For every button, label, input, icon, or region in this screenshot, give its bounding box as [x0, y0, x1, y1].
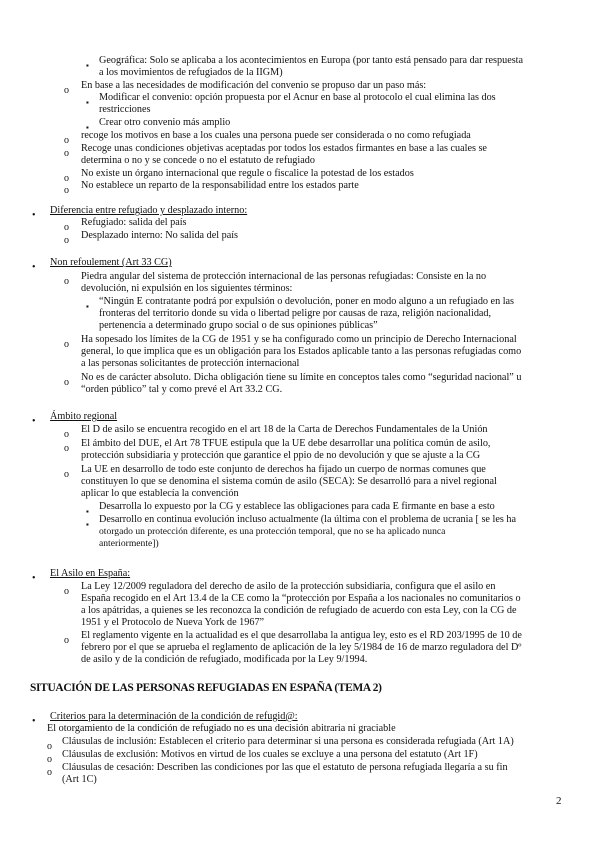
text-line: 1951 y el Protocolo de Nueva York de 1967” — [81, 617, 265, 628]
text-line: a las personas solicitantes de protección internacional — [81, 358, 300, 369]
text-line: Desarrolla lo expuesto por la CG y establece las obligaciones para cada E firmante en base a esto — [99, 501, 495, 512]
disc-bullet-icon: • — [32, 416, 36, 427]
text-line: El reglamento vigente en la actualidad es el que desarrollaba la antigua ley, esto es el RD 203/1995 de 10 de — [81, 630, 522, 641]
text-line: Modificar el convenio: opción propuesta por el Acnur en base al protocolo el cual elimina las dos — [99, 92, 496, 103]
circle-bullet-icon: o — [64, 586, 69, 597]
text-line: determina o no y se concede o no el estatuto de refugiado — [81, 155, 315, 166]
square-bullet-icon: ▪ — [86, 302, 89, 311]
circle-bullet-icon: o — [64, 377, 69, 388]
page-number: 2 — [556, 795, 562, 807]
text-line: En base a las necesidades de modificación del convenio se propuso dar un paso más: — [81, 80, 427, 91]
text-line: (Art 1C) — [62, 774, 97, 785]
circle-bullet-icon: o — [64, 429, 69, 440]
text-line: Ámbito regional — [50, 411, 118, 422]
text-line: a los movimientos de refugiados de la IIGM) — [99, 67, 283, 78]
section-heading: SITUACIÓN DE LAS PERSONAS REFUGIADAS EN ESPAÑA (TEMA 2) — [30, 682, 382, 694]
text-line: Ha sopesado los límites de la CG de 1951 y se ha configurado como un principio de Derecho Internacional — [81, 334, 517, 345]
text-line: febrero por el que se aprueba el reglamento de aplicación de la ley 5/1984 de 16 de marzo reguladora del Dº — [81, 642, 522, 653]
circle-bullet-icon: o — [47, 767, 52, 778]
text-line: El Asilo en España: — [50, 568, 131, 579]
text-line: No es de carácter absoluto. Dicha obligación tiene su límite en conceptos tales como “seguridad nacional” u — [81, 372, 522, 383]
square-bullet-icon: ▪ — [86, 98, 89, 107]
text-line: Crear otro convenio más amplio — [99, 117, 231, 128]
circle-bullet-icon: o — [64, 222, 69, 233]
text-line: “orden público” tal y como prevé el Art 33.2 CG. — [81, 384, 283, 395]
disc-bullet-icon: • — [32, 573, 36, 584]
text-line: aplicar lo que establecía la convención — [81, 488, 239, 499]
circle-bullet-icon: o — [64, 135, 69, 146]
text-line: recoge los motivos en base a los cuales una persona puede ser considerada o no como refugiada — [81, 130, 471, 141]
text-line: Cláusulas de cesación: Describen las condiciones por las que el estatuto de persona refugiada llegaría a su fin — [62, 762, 508, 773]
square-bullet-icon: ▪ — [86, 520, 89, 529]
text-line: El D de asilo se encuentra recogido en el art 18 de la Carta de Derechos Fundamentales de la Unión — [81, 424, 488, 435]
square-bullet-icon: ▪ — [86, 123, 89, 132]
circle-bullet-icon: o — [64, 635, 69, 646]
text-line: No existe un órgano internacional que regule o fiscalice la potestad de los estados — [81, 168, 414, 179]
text-line: Piedra angular del sistema de protección internacional de las personas refugiadas: Consiste en la no — [81, 271, 487, 282]
text-line: El ámbito del DUE, el Art 78 TFUE estipula que la UE debe desarrollar una política común de asilo, — [81, 438, 491, 449]
text-line: La Ley 12/2009 reguladora del derecho de asilo de la protección subsidiaria, configura que el asilo en — [81, 581, 496, 592]
circle-bullet-icon: o — [64, 85, 69, 96]
text-line: Cláusulas de exclusión: Motivos en virtud de los cuales se excluye a una persona del estatuto (Art 1F) — [62, 749, 478, 760]
square-bullet-icon: ▪ — [86, 61, 89, 70]
text-line: Cláusulas de inclusión: Establecen el criterio para determinar si una persona es considerada refugiada (Art 1A) — [62, 736, 514, 747]
text-line: “Ningún E contratante podrá por expulsión o devolución, poner en modo alguno a un refugiado en las — [99, 296, 515, 307]
disc-bullet-icon: • — [32, 716, 36, 727]
circle-bullet-icon: o — [64, 185, 69, 196]
text-line: Non refoulement (Art 33 CG) — [50, 257, 172, 268]
text-line: Diferencia entre refugiado y desplazado interno: — [50, 205, 248, 216]
text-line: a los apátridas, a quienes se les reconozca la condición de refugiado de acuerdo con esta Ley, con la CG de — [81, 605, 517, 616]
circle-bullet-icon: o — [64, 339, 69, 350]
text-line: de asilo y de la condición de refugiado, modificada por la Ley 9/1994. — [81, 654, 368, 665]
circle-bullet-icon: o — [64, 235, 69, 246]
text-line: España recogido en el Art 13.4 de la CE como la “protección por España a los nacionales no comunitarios o — [81, 593, 521, 604]
text-line: otorgado un protección diferente, es una protección temporal, que no se ha aplicado nunca — [99, 526, 446, 537]
text-line: constituyen lo que se denomina el sistema común de asilo (SECA): Se desarrolló para a nivel regional — [81, 476, 497, 487]
circle-bullet-icon: o — [64, 276, 69, 287]
text-line: Desplazado interno: No salida del país — [81, 230, 239, 241]
text-line: Refugiado: salida del país — [81, 217, 187, 228]
text-line: protección subsidiaria y protección que garantice el ppio de no devolución y que se ajuste a la CG — [81, 450, 481, 461]
circle-bullet-icon: o — [64, 148, 69, 159]
circle-bullet-icon: o — [47, 754, 52, 765]
text-line: restricciones — [99, 104, 151, 115]
circle-bullet-icon: o — [64, 443, 69, 454]
disc-bullet-icon: • — [32, 210, 36, 221]
circle-bullet-icon: o — [64, 469, 69, 480]
text-line: El otorgamiento de la condición de refugiado no es una decisión abitraria ni graciable — [47, 723, 396, 734]
text-line: fronteras del territorio donde su vida o libertad peligre por causas de raza, religión nacionalidad, — [99, 308, 492, 319]
text-line: Recoge unas condiciones objetivas aceptadas por todos los estados firmantes en base a las cuales se — [81, 143, 487, 154]
disc-bullet-icon: • — [32, 262, 36, 273]
circle-bullet-icon: o — [47, 741, 52, 752]
text-line: devolución, ni expulsión en los siguientes términos: — [81, 283, 293, 294]
text-line: No establece un reparto de la responsabilidad entre los estados parte — [81, 180, 359, 191]
text-line: Criterios para la determinación de la condición de refugid@: — [50, 711, 298, 722]
text-line: general, lo que implica que es un obligación para los Estados aplicable tanto a las personas refugiadas como — [81, 346, 522, 357]
circle-bullet-icon: o — [64, 173, 69, 184]
text-line: anteriormente]) — [99, 538, 159, 549]
text-line: pertenencia a determinado grupo social o de sus opiniones públicas” — [99, 320, 378, 331]
square-bullet-icon: ▪ — [86, 507, 89, 516]
text-line: Geográfica: Solo se aplicaba a los acontecimientos en Europa (por tanto está pensado para dar respuesta — [99, 55, 524, 66]
text-line: Desarrollo en continua evolución incluso actualmente (la última con el problema de ucrania [ se les ha — [99, 514, 516, 525]
text-line: La UE en desarrollo de todo este conjunto de derechos ha fijado un cuerpo de normas comunes que — [81, 464, 486, 475]
